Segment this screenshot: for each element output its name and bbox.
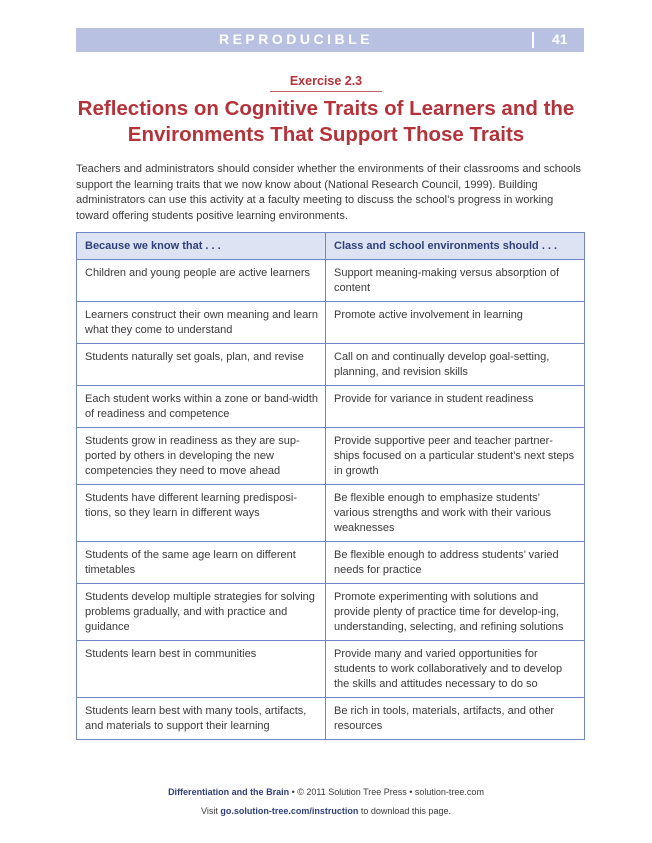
table-row	[77, 344, 585, 386]
table-row	[77, 260, 585, 302]
environment-cell: Call on and continually develop goal-setting, planning, and revision skills	[326, 344, 585, 386]
trait-cell: Students of the same age learn on different timetables	[77, 542, 326, 584]
footer-download-line	[0, 806, 652, 816]
environment-cell: Provide many and varied opportunities for students to work collaboratively and to develop the skills and attitudes necessary to do so	[326, 641, 585, 698]
environment-cell: Be flexible enough to address students’ varied needs for practice	[326, 542, 585, 584]
trait-cell: Students have different learning predisposi-tions, so they learn in different ways	[77, 485, 326, 542]
trait-cell: Students naturally set goals, plan, and revise	[77, 344, 326, 386]
table-row	[77, 698, 585, 740]
exercise-label: Exercise 2.3	[289, 74, 363, 88]
trait-cell: Students learn best with many tools, artifacts, and materials to support their learning	[77, 698, 326, 740]
table-row	[77, 584, 585, 641]
environment-cell: Promote experimenting with solutions and provide plenty of practice time for develop-ing, understanding, selecting, and refining solutions	[326, 584, 585, 641]
traits-table	[76, 232, 585, 740]
footer-visit-suffix: to download this page.	[358, 806, 451, 816]
exercise-underline	[270, 91, 382, 92]
environment-cell: Support meaning-making versus absorption of content	[326, 260, 585, 302]
trait-cell: Learners construct their own meaning and learn what they come to understand	[77, 302, 326, 344]
trait-cell: Children and young people are active learners	[77, 260, 326, 302]
footer-visit-prefix: Visit	[201, 806, 221, 816]
table-row	[77, 641, 585, 698]
footer-book-title: Differentiation and the Brain	[168, 787, 290, 797]
environment-cell: Provide supportive peer and teacher partner-ships focused on a particular student’s next steps in growth	[326, 428, 585, 485]
trait-cell: Students grow in readiness as they are sup-ported by others in developing the new competencies they need to move ahead	[77, 428, 326, 485]
footer-copyright-line	[0, 787, 652, 797]
page-title: Reflections on Cognitive Traits of Learners and the Environments That Support Those Traits	[77, 97, 575, 146]
table-row	[77, 302, 585, 344]
table-row	[77, 485, 585, 542]
environment-cell: Be flexible enough to emphasize students’ various strengths and work with their various weaknesses	[326, 485, 585, 542]
table-row	[77, 542, 585, 584]
footer-copyright: • © 2011 Solution Tree Press • solution-tree.com	[289, 787, 484, 797]
page-number: 41	[552, 31, 568, 47]
table-header-row	[77, 233, 585, 260]
trait-cell: Students learn best in communities	[77, 641, 326, 698]
table-row	[77, 428, 585, 485]
reproducible-banner	[76, 28, 584, 52]
trait-cell: Each student works within a zone or band-width of readiness and competence	[77, 386, 326, 428]
environment-cell: Promote active involvement in learning	[326, 302, 585, 344]
column-header-environments: Class and school environments should . . .	[326, 233, 585, 260]
trait-cell: Students develop multiple strategies for solving problems gradually, and with practice and guidance	[77, 584, 326, 641]
intro-paragraph: Teachers and administrators should consider whether the environments of their classrooms and schools support the learning traits that we now know about (National Research Council, 1999). Building administrators can use this activity at a faculty meeting to discuss the school’s progress in working toward offering students positive learning environments.	[76, 163, 582, 222]
table-row	[77, 386, 585, 428]
column-header-traits: Because we know that . . .	[77, 233, 326, 260]
footer-download-link[interactable]: go.solution-tree.com/instruction	[220, 806, 359, 816]
environment-cell: Be rich in tools, materials, artifacts, and other resources	[326, 698, 585, 740]
banner-divider	[532, 32, 534, 48]
banner-label: REPRODUCIBLE	[218, 31, 373, 47]
environment-cell: Provide for variance in student readiness	[326, 386, 585, 428]
